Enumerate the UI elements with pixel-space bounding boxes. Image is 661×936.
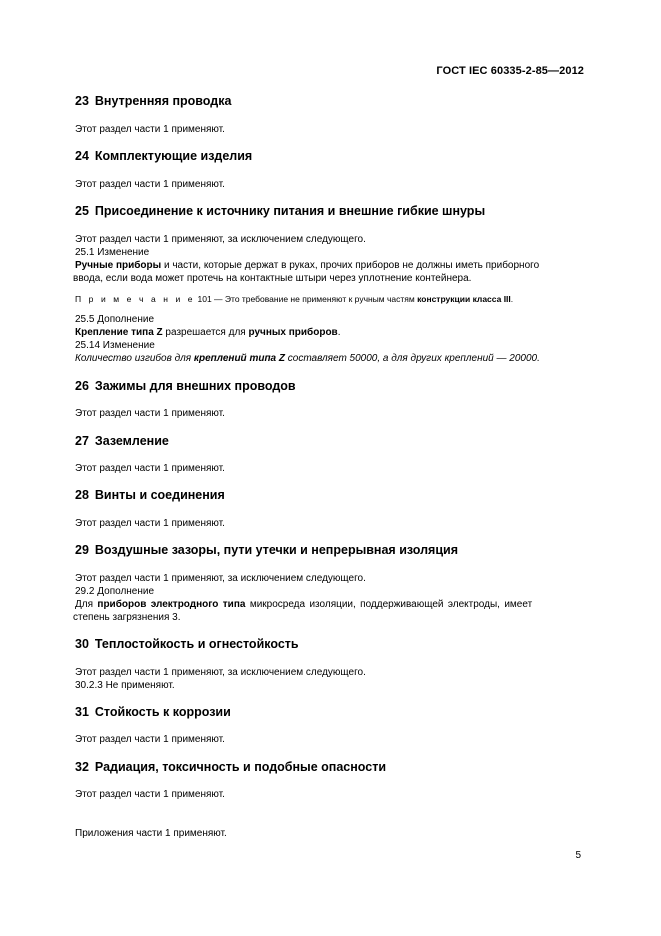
section-31-text: Этот раздел части 1 применяют.: [75, 734, 225, 745]
section-27-text: Этот раздел части 1 применяют.: [75, 463, 225, 474]
section-32-title: 32 Радиация, токсичность и подобные опасности: [75, 760, 387, 774]
section-26-title: 26 Зажимы для внешних проводов: [75, 379, 296, 393]
page-number: 5: [575, 850, 581, 861]
subclause-25-5-text: Крепление типа Z разрешается для ручных приборов.: [75, 327, 341, 338]
section-29-title: 29 Воздушные зазоры, пути утечки и непрерывная изоляция: [75, 543, 459, 557]
section-28-text: Этот раздел части 1 применяют.: [75, 518, 225, 529]
subclause-25-14-text: Количество изгибов для креплений типа Z составляет 50000, а для других креплений — 20000.: [75, 353, 540, 364]
section-30-text: Этот раздел части 1 применяют, за исключением следующего.: [75, 667, 366, 678]
subclause-25-1-line2: ввода, если вода может протечь на контактные штыри через уплотнение контейнера.: [73, 273, 472, 284]
section-30-title: 30 Теплостойкость и огнестойкость: [75, 637, 299, 651]
section-25-text: Этот раздел части 1 применяют, за исключением следующего.: [75, 234, 366, 245]
subclause-25-1-label: 25.1 Изменение: [75, 247, 150, 258]
subclause-29-2-label: 29.2 Дополнение: [75, 586, 155, 597]
section-31-title: 31 Стойкость к коррозии: [75, 705, 231, 719]
annexes-statement: Приложения части 1 применяют.: [75, 828, 227, 839]
section-24-title: 24 Комплектующие изделия: [75, 149, 253, 163]
subclause-29-2-line2: степень загрязнения 3.: [73, 612, 181, 623]
section-23-title: 23 Внутренняя проводка: [75, 94, 232, 108]
subclause-29-2-line1: Для приборов электродного типа микросреда изоляции, поддерживающей электроды, имеет: [75, 599, 533, 610]
section-28-title: 28 Винты и соединения: [75, 488, 225, 502]
section-26-text: Этот раздел части 1 применяют.: [75, 408, 225, 419]
subclause-30-2-3: 30.2.3 Не применяют.: [75, 680, 175, 691]
section-29-text: Этот раздел части 1 применяют, за исключением следующего.: [75, 573, 366, 584]
section-32-text: Этот раздел части 1 применяют.: [75, 789, 225, 800]
section-25-title: 25 Присоединение к источнику питания и внешние гибкие шнуры: [75, 204, 486, 218]
subclause-25-5-label: 25.5 Дополнение: [75, 314, 155, 325]
section-24-text: Этот раздел части 1 применяют.: [75, 179, 225, 190]
subclause-25-1-line1: Ручные приборы и части, которые держат в руках, прочих приборов не должны иметь приборного: [75, 260, 540, 271]
section-23-text: Этот раздел части 1 применяют.: [75, 124, 225, 135]
subclause-25-14-label: 25.14 Изменение: [75, 340, 155, 351]
section-27-title: 27 Заземление: [75, 434, 169, 448]
note-101: П р и м е ч а н и е 101 — Это требование не применяют к ручным частям конструкции класса III.: [75, 294, 514, 304]
document-header: ГОСТ IEC 60335-2-85—2012: [436, 65, 584, 77]
